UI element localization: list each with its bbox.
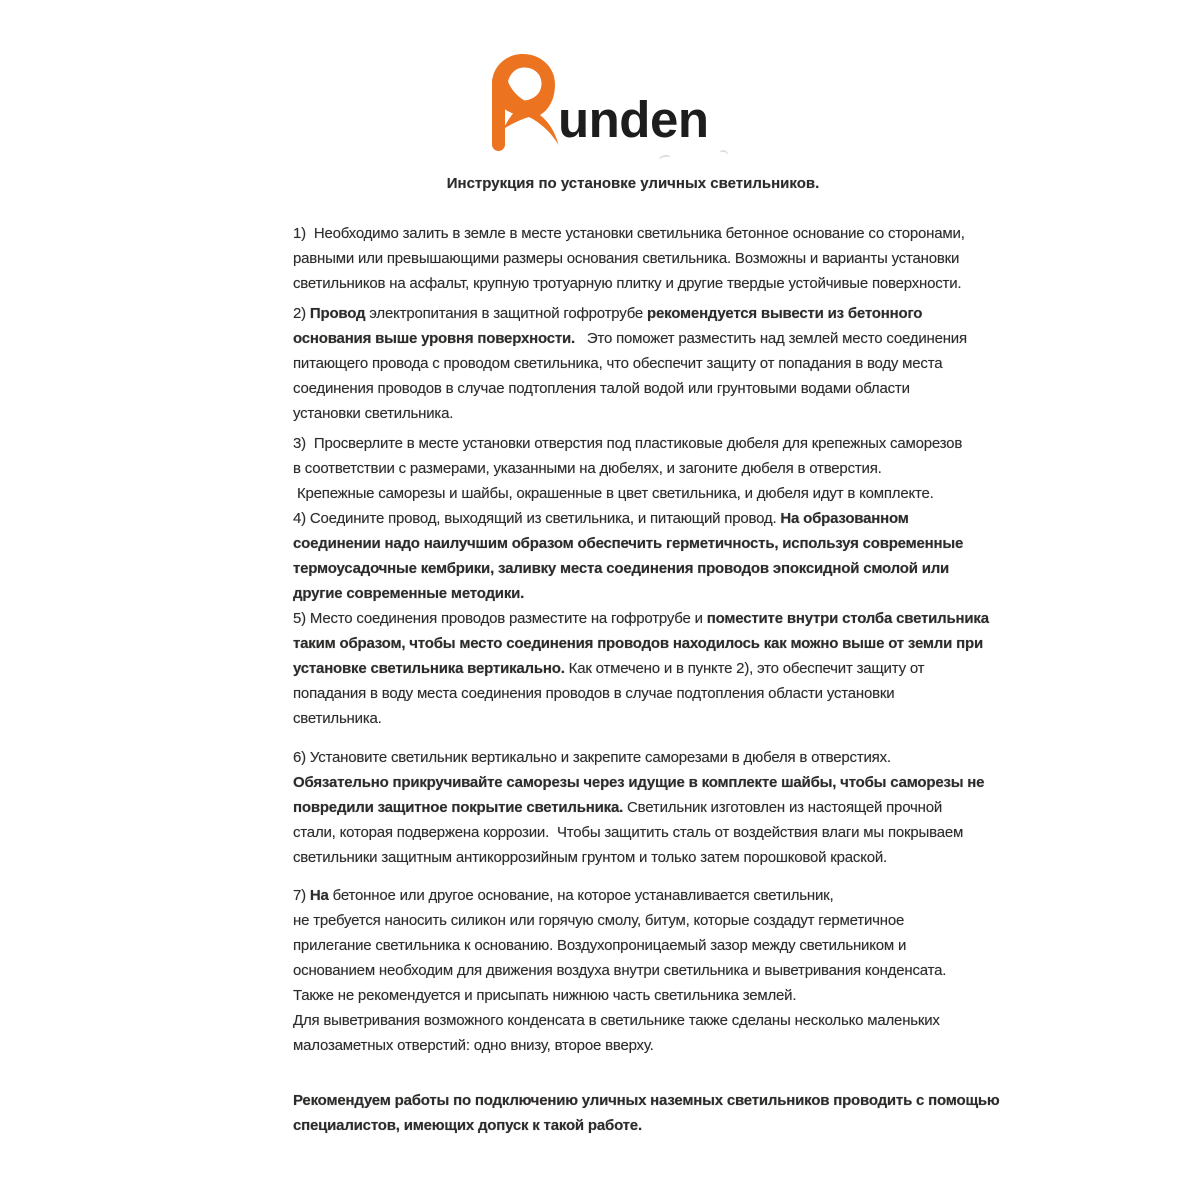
text-line: в соответствии с размерами, указанными на дюбелях, и загоните дюбеля в отверстия.	[293, 460, 882, 477]
step-6	[293, 745, 1053, 870]
text-line: таким образом, чтобы место соединения проводов находилось как можно выше от земли при	[293, 635, 983, 652]
text-line: установки светильника.	[293, 405, 454, 422]
step-5	[293, 606, 1053, 731]
instructions	[293, 221, 1053, 1138]
step-3	[293, 431, 1053, 506]
text-line: попадания в воду места соединения проводов в случае подтопления области установки	[293, 685, 895, 702]
text-line: термоусадочные кембрики, заливку места соединения проводов эпоксидной смолой или	[293, 560, 950, 577]
text-line: 4) Соедините провод, выходящий из светильника, и питающий провод. На образованном	[293, 510, 909, 527]
scan-artifact	[718, 149, 729, 159]
text-line: стали, которая подвержена коррозии. Чтобы защитить сталь от воздействия влаги мы покрываем	[293, 824, 964, 841]
text-line: 2) Провод электропитания в защитной гофротрубе рекомендуется вывести из бетонного	[293, 305, 923, 322]
runden-logo-r-icon	[489, 53, 563, 151]
text-line: не требуется наносить силикон или горячую смолу, битум, которые создадут герметичное	[293, 912, 905, 929]
step-7	[293, 883, 1053, 1058]
text-line: светильника.	[293, 710, 382, 727]
text-line: соединении надо наилучшим образом обеспечить герметичность, используя современные	[293, 535, 964, 552]
text-line: прилегание светильника к основанию. Воздухопроницаемый зазор между светильником и	[293, 937, 907, 954]
scan-artifact	[658, 154, 671, 164]
text-line: 6) Установите светильник вертикально и закрепите саморезами в дюбеля в отверстиях.	[293, 749, 891, 766]
runden-wordmark: unden	[558, 91, 709, 148]
text-line: 3) Просверлите в месте установки отверстия под пластиковые дюбеля для крепежных саморезов	[293, 435, 963, 452]
text-line: другие современные методики.	[293, 585, 525, 602]
text-line: малозаметных отверстий: одно внизу, второе вверху.	[293, 1037, 654, 1054]
text-line: питающего провода с проводом светильника, что обеспечит защиту от попадания в воду места	[293, 355, 943, 372]
text-line: Рекомендуем работы по подключению уличных наземных светильников проводить с помощью	[293, 1092, 1000, 1109]
text-line: Обязательно прикручивайте саморезы через идущие в комплекте шайбы, чтобы саморезы не	[293, 774, 985, 791]
text-line: соединения проводов в случае подтопления талой водой или грунтовыми водами области	[293, 380, 910, 397]
text-line: 5) Место соединения проводов разместите на гофротрубе и поместите внутри столба светильника	[293, 610, 989, 627]
step-1	[293, 221, 1053, 296]
text-line: 7) На бетонное или другое основание, на которое устанавливается светильник,	[293, 887, 834, 904]
text-line: светильники защитным антикоррозийным грунтом и только затем порошковой краской.	[293, 849, 888, 866]
text-line: Также не рекомендуется и присыпать нижнюю часть светильника землей.	[293, 987, 797, 1004]
text-line: основанием необходим для движения воздуха внутри светильника и выветривания конденсата.	[293, 962, 947, 979]
text-line: специалистов, имеющих допуск к такой работе.	[293, 1117, 642, 1134]
text-line: Для выветривания возможного конденсата в светильнике также сделаны несколько маленьких	[293, 1012, 940, 1029]
text-line: основания выше уровня поверхности. Это поможет разместить над землей место соединения	[293, 330, 967, 347]
text-line: равными или превышающими размеры основания светильника. Возможны и варианты установки	[293, 250, 960, 267]
step-4	[293, 506, 1053, 606]
text-line: 1) Необходимо залить в земле в месте установки светильника бетонное основание со сторонами,	[293, 225, 965, 242]
specialists-recommendation	[293, 1088, 1053, 1138]
text-line: повредили защитное покрытие светильника. Светильник изготовлен из настоящей прочной	[293, 799, 943, 816]
document-title: Инструкция по установке уличных светильников.	[446, 175, 820, 192]
step-2	[293, 301, 1053, 426]
text-line: светильников на асфальт, крупную тротуарную плитку и другие твердые устойчивые поверхности.	[293, 275, 962, 292]
text-line: Крепежные саморезы и шайбы, окрашенные в цвет светильника, и дюбеля идут в комплекте.	[293, 485, 934, 502]
text-line: установке светильника вертикально. Как отмечено и в пункте 2), это обеспечит защиту от	[293, 660, 925, 677]
